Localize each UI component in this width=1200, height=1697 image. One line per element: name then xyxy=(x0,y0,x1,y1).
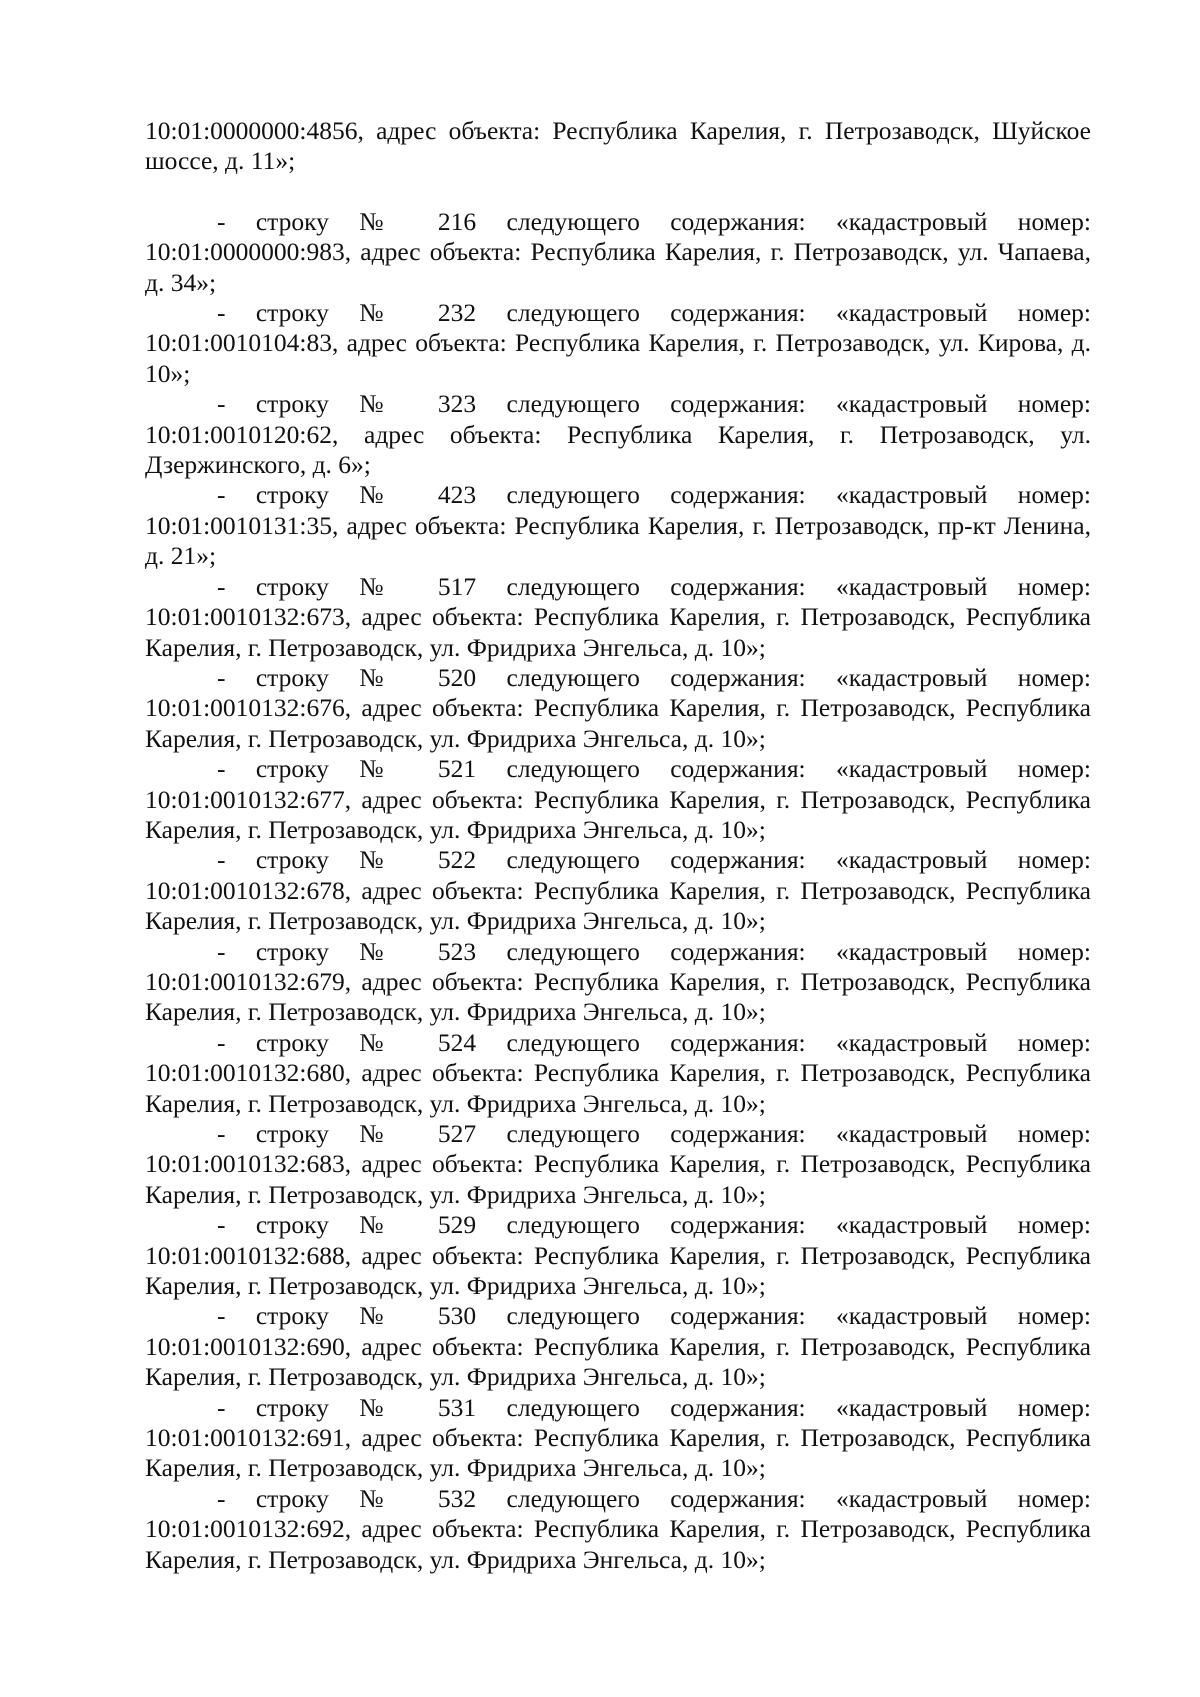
list-item: - строку № 521 следующего содержания: «кадастровый номер: 10:01:0010132:677, адрес объекта: Республика Карелия, г. Петрозаводск, Республика Карелия, г. Петрозаводск, ул. Фридриха Энгельса, д. 10»; xyxy=(145,754,1091,844)
list-item: - строку № 530 следующего содержания: «кадастровый номер: 10:01:0010132:690, адрес объекта: Республика Карелия, г. Петрозаводск, Республика Карелия, г. Петрозаводск, ул. Фридриха Энгельса, д. 10»; xyxy=(145,1301,1091,1392)
list-item: - строку № 232 следующего содержания: «кадастровый номер: 10:01:0010104:83, адрес объекта: Республика Карелия, г. Петрозаводск, ул. Кирова, д. 10»; xyxy=(145,298,1091,388)
intro-paragraph: 10:01:0000000:4856, адрес объекта: Республика Карелия, г. Петрозаводск, Шуйское шоссе, д. 11»; xyxy=(145,116,1091,176)
list-item: - строку № 531 следующего содержания: «кадастровый номер: 10:01:0010132:691, адрес объекта: Республика Карелия, г. Петрозаводск, Республика Карелия, г. Петрозаводск, ул. Фридриха Энгельса, д. 10»; xyxy=(145,1392,1091,1483)
list-item: - строку № 216 следующего содержания: «кадастровый номер: 10:01:0000000:983, адрес объекта: Республика Карелия, г. Петрозаводск, ул. Чапаева, д. 34»; xyxy=(145,206,1091,297)
list-item: - строку № 323 следующего содержания: «кадастровый номер: 10:01:0010120:62, адрес объекта: Республика Карелия, г. Петрозаводск, ул. Дзержинского, д. 6»; xyxy=(145,389,1091,480)
list-item: - строку № 517 следующего содержания: «кадастровый номер: 10:01:0010132:673, адрес объекта: Республика Карелия, г. Петрозаводск, Республика Карелия, г. Петрозаводск, ул. Фридриха Энгельса, д. 10»; xyxy=(145,571,1091,662)
list-item: - строку № 524 следующего содержания: «кадастровый номер: 10:01:0010132:680, адрес объекта: Республика Карелия, г. Петрозаводск, Республика Карелия, г. Петрозаводск, ул. Фридриха Энгельса, д. 10»; xyxy=(145,1027,1091,1118)
list-item: - строку № 527 следующего содержания: «кадастровый номер: 10:01:0010132:683, адрес объекта: Республика Карелия, г. Петрозаводск, Республика Карелия, г. Петрозаводск, ул. Фридриха Энгельса, д. 10»; xyxy=(145,1119,1091,1209)
list-item: - строку № 523 следующего содержания: «кадастровый номер: 10:01:0010132:679, адрес объекта: Республика Карелия, г. Петрозаводск, Республика Карелия, г. Петрозаводск, ул. Фридриха Энгельса, д. 10»; xyxy=(145,936,1091,1027)
list-item: - строку № 532 следующего содержания: «кадастровый номер: 10:01:0010132:692, адрес объекта: Республика Карелия, г. Петрозаводск, Республика Карелия, г. Петрозаводск, ул. Фридриха Энгельса, д. 10»; xyxy=(145,1483,1091,1574)
list-item: - строку № 520 следующего содержания: «кадастровый номер: 10:01:0010132:676, адрес объекта: Республика Карелия, г. Петрозаводск, Республика Карелия, г. Петрозаводск, ул. Фридриха Энгельса, д. 10»; xyxy=(145,662,1091,753)
document-body xyxy=(145,116,1091,1575)
list-item: - строку № 423 следующего содержания: «кадастровый номер: 10:01:0010131:35, адрес объекта: Республика Карелия, г. Петрозаводск, пр-кт Ленина, д. 21»; xyxy=(145,480,1091,571)
list-item: - строку № 529 следующего содержания: «кадастровый номер: 10:01:0010132:688, адрес объекта: Республика Карелия, г. Петрозаводск, Республика Карелия, г. Петрозаводск, ул. Фридриха Энгельса, д. 10»; xyxy=(145,1210,1091,1301)
list-item: - строку № 522 следующего содержания: «кадастровый номер: 10:01:0010132:678, адрес объекта: Республика Карелия, г. Петрозаводск, Республика Карелия, г. Петрозаводск, ул. Фридриха Энгельса, д. 10»; xyxy=(145,845,1091,936)
